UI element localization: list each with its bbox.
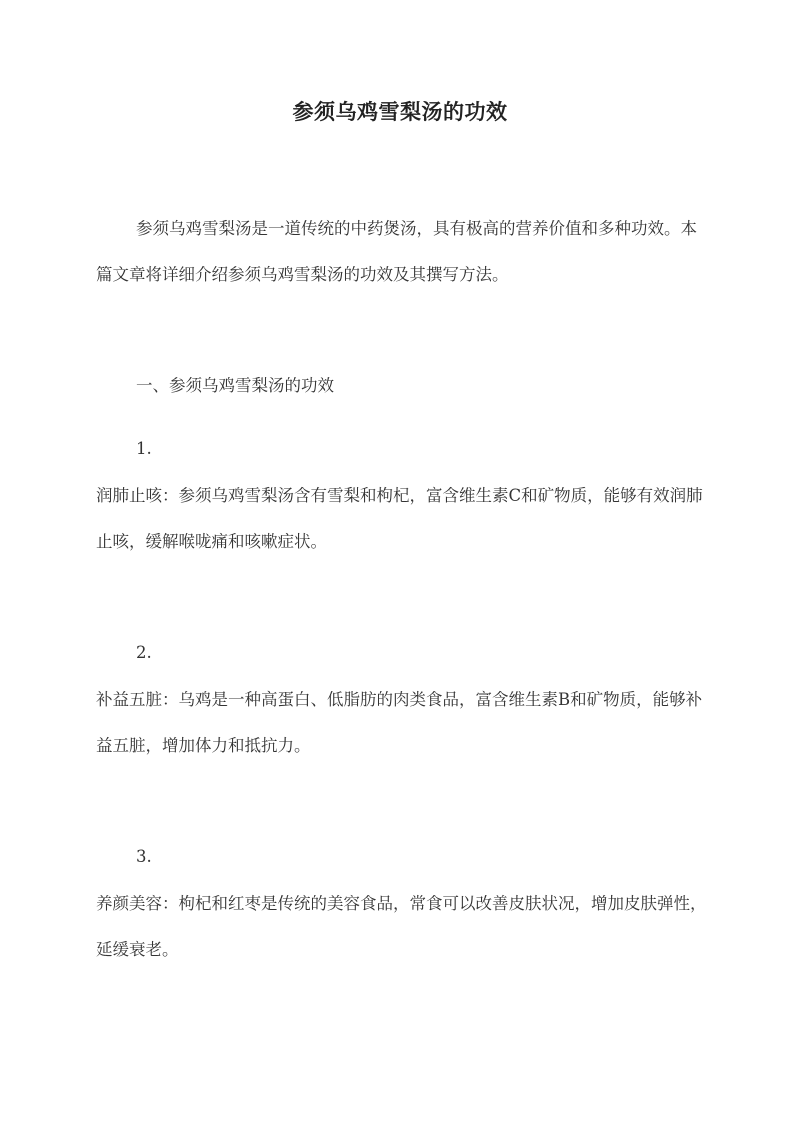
item-number-2: 2. [136,643,152,662]
intro-paragraph: 参须乌鸡雪梨汤是一道传统的中药煲汤，具有极高的营养价值和多种功效。本篇文章将详细介绍参须乌鸡雪梨汤的功效及其撰写方法。 [96,219,697,284]
item-number-3: 3. [136,847,152,866]
item-number-1: 1. [136,439,152,458]
section-heading: 一、参须乌鸡雪梨汤的功效 [136,376,334,395]
item-text-2: 补益五脏：乌鸡是一种高蛋白、低脂肪的肉类食品，富含维生素B和矿物质，能够补益五脏，增加体力和抵抗力。 [96,690,703,755]
item-text-3: 养颜美容：枸杞和红枣是传统的美容食品，常食可以改善皮肤状况，增加皮肤弹性，延缓衰老。 [96,894,707,959]
item-text-1: 润肺止咳：参须乌鸡雪梨汤含有雪梨和枸杞，富含维生素C和矿物质，能够有效润肺止咳，缓解喉咙痛和咳嗽症状。 [96,486,703,551]
document-title: 参须乌鸡雪梨汤的功效 [292,99,508,124]
